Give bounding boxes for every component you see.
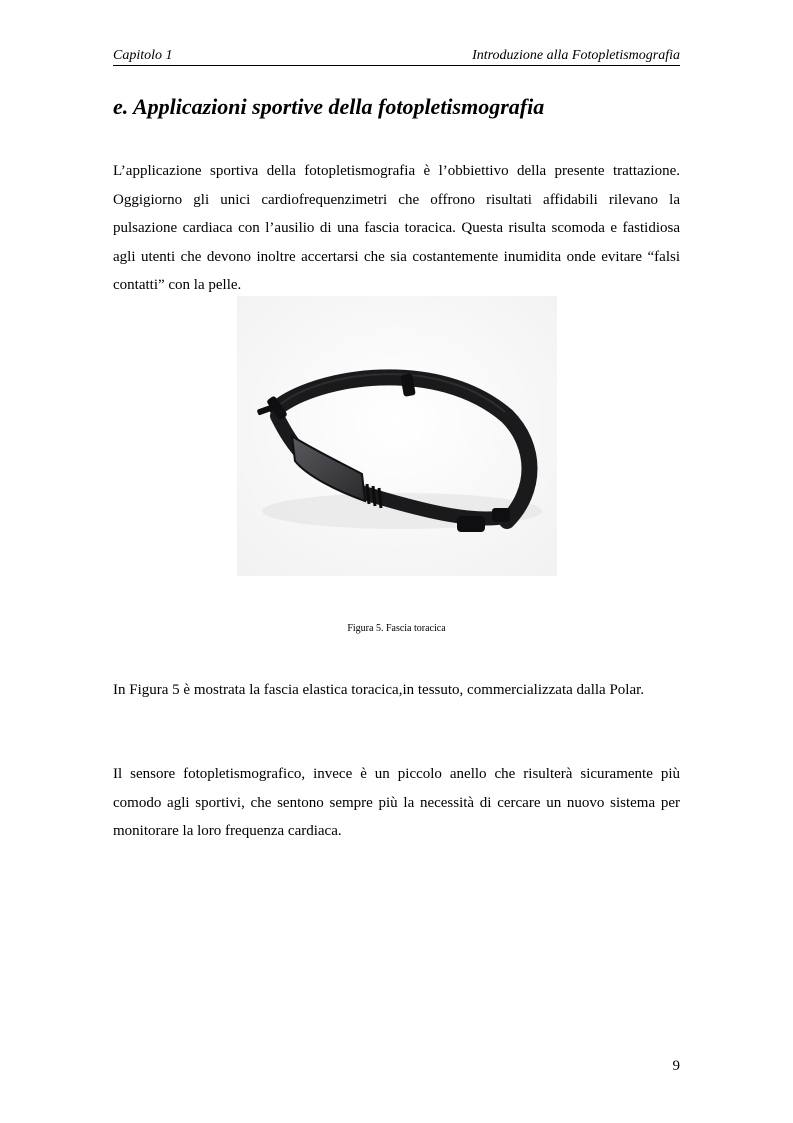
page-header xyxy=(113,48,680,66)
section-title: e. Applicazioni sportive della fotopletismografia xyxy=(113,94,545,119)
paragraph-figure-reference: In Figura 5 è mostrata la fascia elastica toracica,in tessuto, commercializzata dalla Polar. xyxy=(113,682,645,698)
header-chapter: Capitolo 1 xyxy=(113,48,173,63)
chest-strap-photo-icon xyxy=(237,296,557,616)
figure-chest-strap xyxy=(237,296,557,616)
header-section: Introduzione alla Fotopletismografia xyxy=(472,48,680,63)
figure-caption: Figura 5. Fascia toracica xyxy=(347,623,446,634)
page-number: 9 xyxy=(672,1058,680,1074)
paragraph-sensor: Il sensore fotopletismografico, invece è un piccolo anello che risulterà sicuramente più comodo agli sportivi, che sentono sempre più la necessità di cercare un nuovo sistema per monitorare la loro frequenza cardiaca. xyxy=(113,766,680,840)
paragraph-intro: L’applicazione sportiva della fotopletismografia è l’obbiettivo della presente trattazione. Oggigiorno gli unici cardiofrequenzimetri che offrono risultati affidabili rilevano la pulsazione cardiaca con l’ausilio di una fascia toracica. Questa risulta scomoda e fastidiosa agli utenti che devono inoltre accertarsi che sia costantemente inumidita onde evitare “falsi contatti” con la pelle. xyxy=(113,163,680,294)
